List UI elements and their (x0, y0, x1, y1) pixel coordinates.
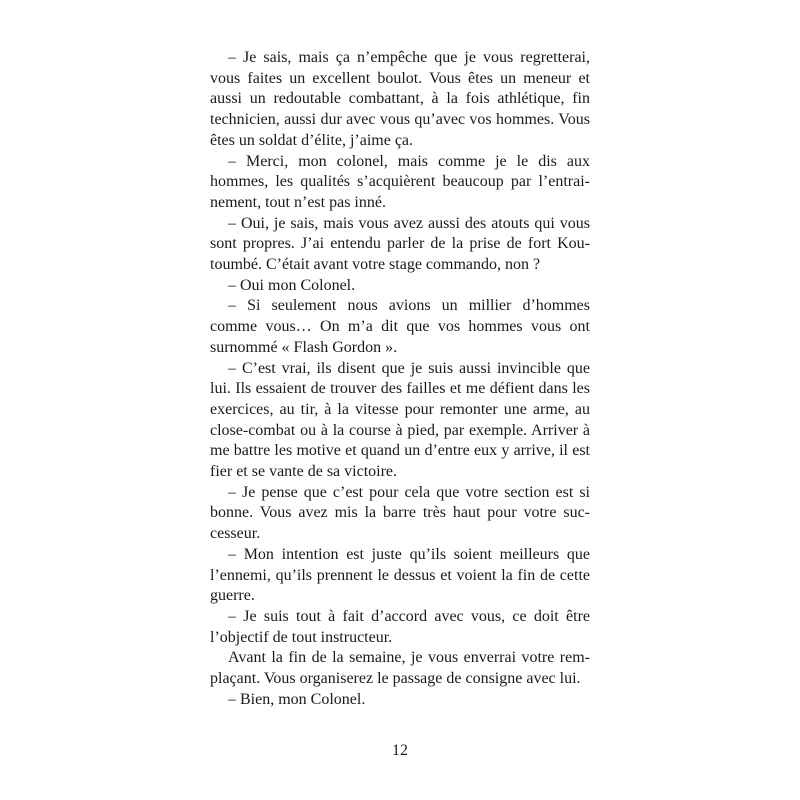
paragraph: – Oui, je sais, mais vous avez aussi des atouts qui vous sont propres. J’ai entendu parler de la prise de fort Koutoumbé. C’était avant votre stage commando, non ? (210, 214, 590, 274)
page-body (210, 48, 590, 711)
paragraph: – Oui mon Colonel. (228, 276, 356, 294)
paragraph: – Si seulement nous avions un millier d’hommes comme vous… On m’a dit que vos hommes vous ont surnommé « Flash Gordon ». (210, 297, 590, 356)
paragraph: – Merci, mon colonel, mais comme je le dis aux hommes, les qualités s’acquièrent beaucoup par l’entrainement, tout n’est pas inné. (210, 152, 590, 211)
paragraph: – Je pense que c’est pour cela que votre section est si bonne. Vous avez mis la barre très haut pour votre successeur. (210, 483, 590, 543)
paragraph: – C’est vrai, ils disent que je suis aussi invincible que lui. Ils essaient de trouver des failles et me défient dans les exercices, au tir, à la vitesse pour remonter une arme, au close-combat ou à la course à pied, par exemple. Arriver à me battre les motive et quand un d’entre eux y arrive, il est fier et se vante de sa victoire. (210, 359, 590, 481)
paragraph: – Bien, mon Colonel. (228, 690, 366, 708)
paragraph: – Je suis tout à fait d’accord avec vous, ce doit être l’objectif de tout instructeur. (210, 607, 590, 646)
page-number: 12 (392, 742, 408, 759)
paragraph: – Mon intention est juste qu’ils soient meilleurs que l’ennemi, qu’ils prennent le dessus et voient la fin de cette guerre. (210, 545, 590, 605)
paragraph: – Je sais, mais ça n’empêche que je vous regretterai, vous faites un excellent boulot. Vous êtes un meneur et aussi un redoutable combattant, à la fois athlétique, fin technicien, aussi dur avec vous qu’avec vos hommes. Vous êtes un soldat d’élite, j’aime ça. (210, 49, 590, 149)
paragraph: Avant la fin de la semaine, je vous enverrai votre remplaçant. Vous organiserez le passage de consigne avec lui. (210, 649, 590, 688)
